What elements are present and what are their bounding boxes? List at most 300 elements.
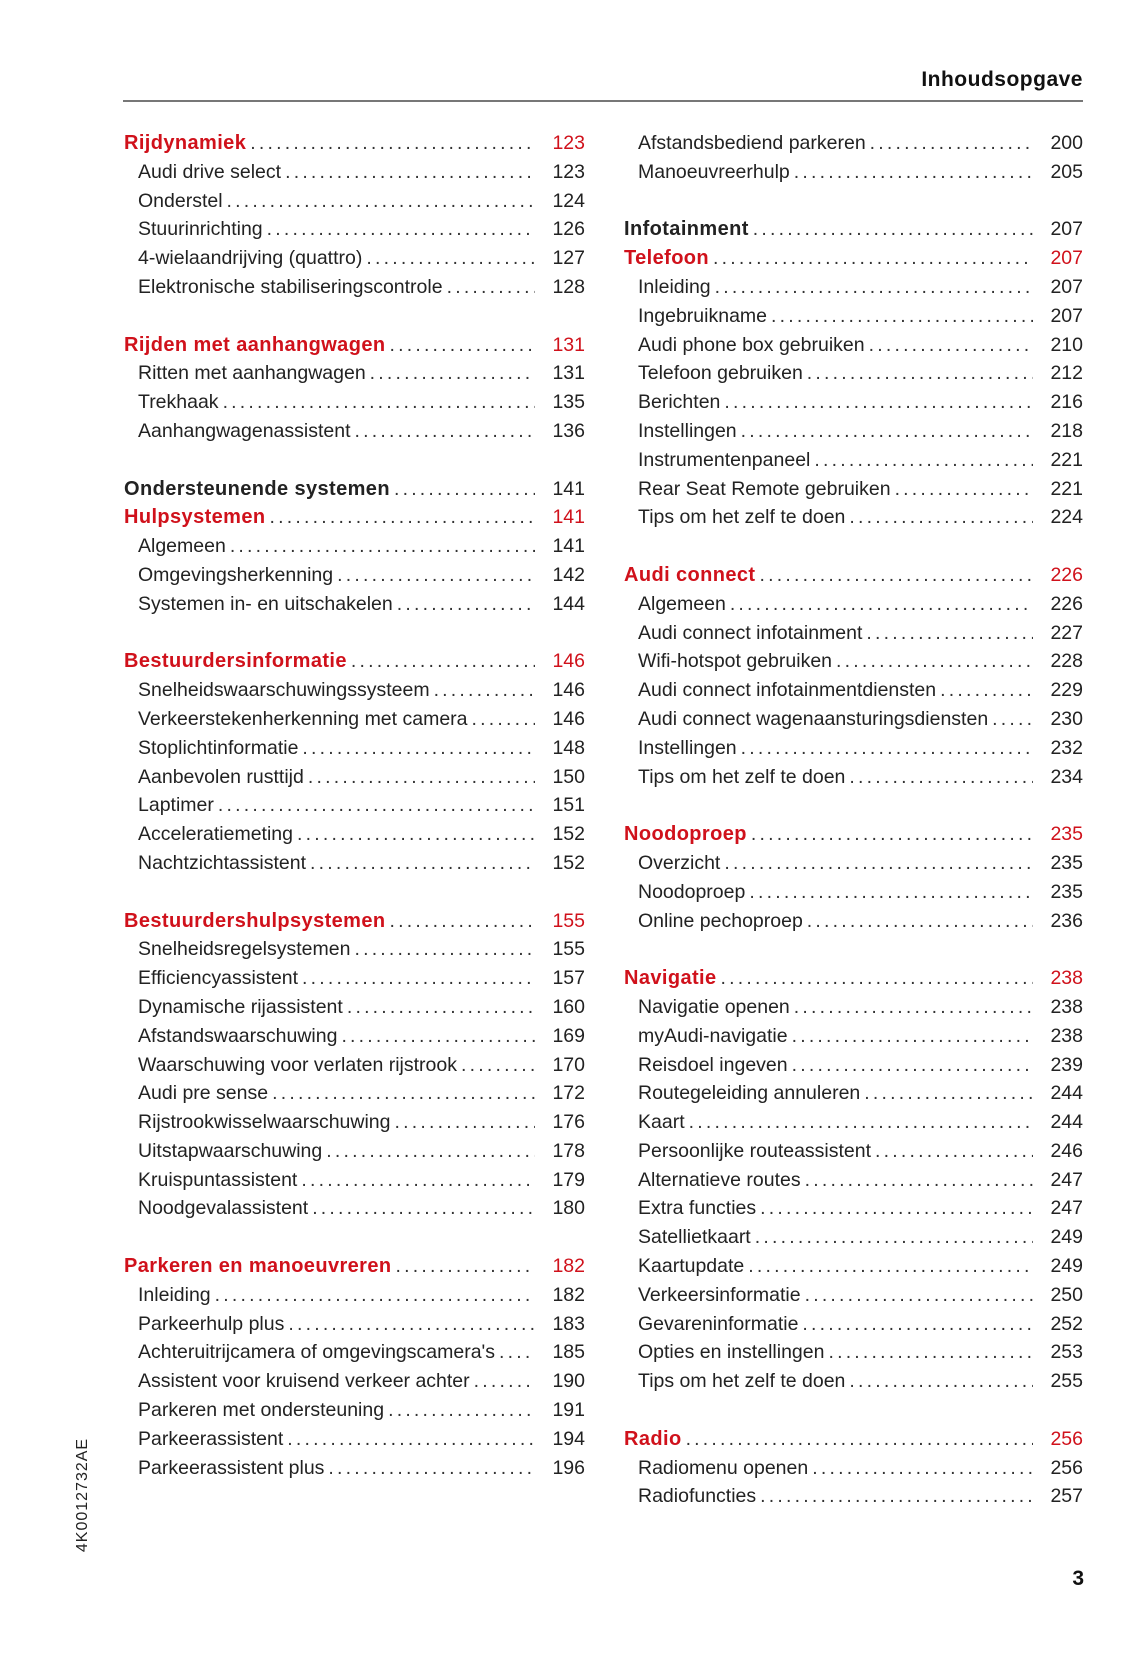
dot-leader <box>717 964 1033 993</box>
toc-entry-label: Verkeerstekenherkenning met camera <box>138 707 468 730</box>
toc-entry-page: 224 <box>1050 506 1083 529</box>
dot-leader <box>298 734 535 763</box>
toc-chapter-heading[interactable] <box>124 331 585 360</box>
toc-entry-page: 157 <box>552 967 585 990</box>
toc-entry-page: 234 <box>1050 765 1083 788</box>
toc-entry[interactable] <box>124 1194 585 1223</box>
toc-entry-page: 185 <box>552 1341 585 1364</box>
toc-entry-page: 151 <box>552 794 585 817</box>
toc-entry[interactable] <box>124 964 585 993</box>
toc-entry[interactable] <box>124 1454 585 1483</box>
section-gap <box>124 302 585 331</box>
toc-entry-page: 127 <box>552 247 585 270</box>
dot-leader <box>862 619 1033 648</box>
toc-entry[interactable] <box>624 878 1083 907</box>
toc-entry[interactable] <box>624 273 1083 302</box>
section-gap <box>124 1223 585 1252</box>
toc-entry[interactable] <box>624 1166 1083 1195</box>
toc-entry[interactable] <box>124 417 585 446</box>
dot-leader <box>223 187 535 216</box>
toc-entry-label: Omgevingsherkenning <box>138 563 334 586</box>
toc-entry-page: 255 <box>1050 1370 1083 1393</box>
dot-leader <box>685 1108 1033 1137</box>
toc-entry-page: 256 <box>1050 1427 1083 1450</box>
dot-leader <box>214 791 535 820</box>
toc-entry-page: 226 <box>1050 563 1083 586</box>
document-code: 4K0012732AE <box>74 1437 91 1553</box>
dot-leader <box>866 129 1033 158</box>
toc-entry-label: Audi connect <box>624 563 756 586</box>
toc-entry-page: 212 <box>1050 362 1083 385</box>
toc-entry[interactable] <box>124 532 585 561</box>
section-gap <box>124 446 585 475</box>
toc-entry-label: Opties en instellingen <box>638 1341 825 1364</box>
section-gap <box>624 532 1083 561</box>
toc-entry[interactable] <box>624 158 1083 187</box>
toc-entry-label: Radio <box>624 1427 682 1450</box>
toc-entry-page: 179 <box>552 1168 585 1191</box>
toc-entry-label: Tips om het zelf te doen <box>638 1370 846 1393</box>
toc-entry[interactable] <box>624 734 1083 763</box>
dot-leader <box>808 1454 1033 1483</box>
toc-entry-label: Audi connect infotainment <box>638 621 863 644</box>
toc-entry-label: Achteruitrijcamera of omgevingscamera's <box>138 1341 496 1364</box>
dot-leader <box>390 475 535 504</box>
toc-entry-label: Audi phone box gebruiken <box>638 333 865 356</box>
toc-entry-label: Satellietkaart <box>638 1226 751 1249</box>
toc-entry-label: Noodoproep <box>624 823 747 846</box>
toc-entry[interactable] <box>124 273 585 302</box>
toc-entry-label: Audi connect wagenaansturingsdiensten <box>638 707 989 730</box>
toc-entry[interactable] <box>124 244 585 273</box>
toc-entry-page: 235 <box>1050 823 1083 846</box>
toc-entry-page: 146 <box>552 650 585 673</box>
toc-entry-page: 146 <box>552 707 585 730</box>
dot-leader <box>343 993 535 1022</box>
toc-entry[interactable] <box>624 359 1083 388</box>
toc-entry[interactable] <box>624 1281 1083 1310</box>
toc-entry-page: 207 <box>1050 304 1083 327</box>
toc-entry[interactable] <box>124 388 585 417</box>
toc-entry-label: Rear Seat Remote gebruiken <box>638 477 891 500</box>
toc-entry[interactable] <box>124 935 585 964</box>
toc-entry[interactable] <box>124 1310 585 1339</box>
toc-entry-page: 169 <box>552 1024 585 1047</box>
toc-entry-label: Waarschuwing voor verlaten rijstrook <box>138 1053 457 1076</box>
toc-entry-page: 190 <box>552 1370 585 1393</box>
dot-leader <box>211 1281 535 1310</box>
toc-entry-label: Algemeen <box>138 535 226 558</box>
toc-entry[interactable] <box>624 993 1083 1022</box>
toc-entry[interactable] <box>124 1338 585 1367</box>
toc-entry-page: 221 <box>1050 448 1083 471</box>
dot-leader <box>324 1454 535 1483</box>
dot-leader <box>865 331 1033 360</box>
toc-entry-page: 148 <box>552 736 585 759</box>
toc-entry-label: Systemen in- en uitschakelen <box>138 592 393 615</box>
toc-entry[interactable] <box>624 1137 1083 1166</box>
section-gap <box>624 187 1083 216</box>
toc-entry-page: 246 <box>1050 1139 1083 1162</box>
toc-entry-label: Aanhangwagenassistent <box>138 419 351 442</box>
toc-entry-label: Berichten <box>638 391 721 414</box>
toc-entry-label: Instrumentenpaneel <box>638 448 811 471</box>
toc-chapter-heading[interactable] <box>124 129 585 158</box>
toc-entry-label: Tips om het zelf te doen <box>638 765 846 788</box>
toc-entry-label: Inleiding <box>138 1283 211 1306</box>
toc-chapter-heading[interactable] <box>124 907 585 936</box>
toc-entry-label: Audi drive select <box>138 160 282 183</box>
dot-leader <box>347 647 535 676</box>
toc-entry-page: 207 <box>1050 247 1083 270</box>
dot-leader <box>293 820 535 849</box>
dot-leader <box>298 964 535 993</box>
toc-entry-page: 238 <box>1050 995 1083 1018</box>
toc-entry-label: Parkeren en manoeuvreren <box>124 1255 392 1278</box>
toc-entry-page: 205 <box>1050 160 1083 183</box>
dot-leader <box>281 158 535 187</box>
toc-entry-page: 155 <box>552 909 585 932</box>
dot-leader <box>751 1223 1033 1252</box>
toc-entry-label: Infotainment <box>624 218 749 241</box>
dot-leader <box>386 907 536 936</box>
dot-leader <box>297 1166 535 1195</box>
toc-entry-label: Parkeerassistent plus <box>138 1456 325 1479</box>
toc-entry[interactable] <box>124 676 585 705</box>
toc-entry[interactable] <box>124 1022 585 1051</box>
toc-entry-label: Navigatie <box>624 967 717 990</box>
dot-leader <box>682 1425 1033 1454</box>
dot-leader <box>470 1367 535 1396</box>
toc-entry[interactable] <box>124 215 585 244</box>
toc-entry-page: 252 <box>1050 1312 1083 1335</box>
toc-entry-page: 124 <box>552 189 585 212</box>
toc-entry[interactable] <box>624 475 1083 504</box>
toc-entry[interactable] <box>124 1396 585 1425</box>
toc-part-heading[interactable] <box>124 475 585 504</box>
dot-leader <box>263 215 535 244</box>
toc-entry[interactable] <box>124 1051 585 1080</box>
toc-entry-page: 131 <box>552 362 585 385</box>
dot-leader <box>720 849 1033 878</box>
dot-leader <box>350 935 535 964</box>
toc-entry[interactable] <box>124 1367 585 1396</box>
toc-entry-label: Parkeerhulp plus <box>138 1312 285 1335</box>
toc-entry-label: Online pechoproep <box>638 909 803 932</box>
toc-entry-label: Assistent voor kruisend verkeer achter <box>138 1370 470 1393</box>
dot-leader <box>756 1482 1033 1511</box>
dot-leader <box>790 993 1033 1022</box>
toc-entry-page: 216 <box>1050 391 1083 414</box>
toc-entry-label: Inleiding <box>638 275 711 298</box>
dot-leader <box>393 590 535 619</box>
dot-leader <box>845 503 1033 532</box>
toc-entry-label: Nachtzichtassistent <box>138 851 306 874</box>
toc-chapter-heading[interactable] <box>124 1252 585 1281</box>
dot-leader <box>284 1310 535 1339</box>
toc-entry-page: 218 <box>1050 419 1083 442</box>
toc-entry-page: 150 <box>552 765 585 788</box>
toc-entry-page: 123 <box>552 132 585 154</box>
toc-entry-label: Tips om het zelf te doen <box>638 506 846 529</box>
toc-entry[interactable] <box>624 446 1083 475</box>
toc-entry-label: Rijden met aanhangwagen <box>124 333 386 356</box>
toc-entry-page: 141 <box>552 477 585 500</box>
toc-entry-page: 247 <box>1050 1197 1083 1220</box>
toc-entry[interactable] <box>124 1166 585 1195</box>
toc-entry[interactable] <box>124 359 585 388</box>
toc-entry-label: Rijstrookwisselwaarschuwing <box>138 1111 391 1134</box>
toc-entry[interactable] <box>624 302 1083 331</box>
dot-leader <box>430 676 535 705</box>
toc-entry[interactable] <box>624 849 1083 878</box>
dot-leader <box>468 705 535 734</box>
dot-leader <box>709 244 1033 273</box>
dot-leader <box>798 1310 1033 1339</box>
toc-entry-page: 180 <box>552 1197 585 1220</box>
toc-chapter-heading[interactable] <box>624 1425 1083 1454</box>
toc-entry-page: 235 <box>1050 851 1083 874</box>
toc-entry-page: 126 <box>552 218 585 241</box>
dot-leader <box>391 1108 535 1137</box>
toc-entry[interactable] <box>624 763 1083 792</box>
dot-leader <box>385 331 535 360</box>
toc-entry[interactable] <box>624 1194 1083 1223</box>
toc-entry-label: Routegeleiding annuleren <box>638 1082 861 1105</box>
toc-entry-page: 227 <box>1050 621 1083 644</box>
toc-chapter-heading[interactable] <box>124 647 585 676</box>
toc-entry-page: 229 <box>1050 679 1083 702</box>
toc-entry[interactable] <box>624 705 1083 734</box>
toc-entry[interactable] <box>624 417 1083 446</box>
toc-entry-page: 253 <box>1050 1341 1083 1364</box>
toc-chapter-heading[interactable] <box>624 964 1083 993</box>
toc-entry[interactable] <box>124 705 585 734</box>
toc-chapter-heading[interactable] <box>624 561 1083 590</box>
toc-entry[interactable] <box>124 187 585 216</box>
toc-entry-page: 170 <box>552 1053 585 1076</box>
toc-entry-label: Wifi-hotspot gebruiken <box>638 650 833 673</box>
section-gap <box>124 878 585 907</box>
toc-entry[interactable] <box>124 561 585 590</box>
toc-entry[interactable] <box>124 820 585 849</box>
toc-chapter-heading[interactable] <box>624 244 1083 273</box>
toc-entry-label: Instellingen <box>638 736 737 759</box>
toc-entry-label: Efficiencyassistent <box>138 967 299 990</box>
toc-entry-page: 152 <box>552 823 585 846</box>
toc-entry[interactable] <box>124 763 585 792</box>
toc-entry-page: 152 <box>552 851 585 874</box>
toc-entry-page: 226 <box>1050 592 1083 615</box>
toc-entry[interactable] <box>624 619 1083 648</box>
toc-entry[interactable] <box>124 590 585 619</box>
toc-entry-label: Onderstel <box>138 189 223 212</box>
toc-entry[interactable] <box>624 590 1083 619</box>
dot-leader <box>457 1051 535 1080</box>
dot-leader <box>283 1425 535 1454</box>
toc-entry[interactable] <box>124 1281 585 1310</box>
toc-entry[interactable] <box>624 1252 1083 1281</box>
toc-entry-page: 182 <box>552 1283 585 1306</box>
toc-entry-label: Uitstapwaarschuwing <box>138 1139 323 1162</box>
toc-entry[interactable] <box>124 158 585 187</box>
dot-leader <box>747 820 1033 849</box>
toc-entry-label: Kaart <box>638 1111 685 1134</box>
toc-entry-page: 144 <box>552 592 585 615</box>
toc-entry[interactable] <box>624 1454 1083 1483</box>
toc-entry-page: 247 <box>1050 1168 1083 1191</box>
dot-leader <box>845 1367 1033 1396</box>
toc-entry-label: Snelheidswaarschuwingssysteem <box>138 679 430 702</box>
page-title: Inhoudsopgave <box>921 68 1083 91</box>
toc-entry[interactable] <box>124 734 585 763</box>
toc-entry-page: 235 <box>1050 880 1083 903</box>
dot-leader <box>803 907 1033 936</box>
page-number: 3 <box>1072 1567 1084 1590</box>
toc-entry[interactable] <box>124 1108 585 1137</box>
toc-entry-label: Afstandsbediend parkeren <box>638 132 866 154</box>
toc-entry-label: Aanbevolen rusttijd <box>138 765 304 788</box>
toc-entry-label: Dynamische rijassistent <box>138 995 343 1018</box>
toc-entry[interactable] <box>124 993 585 1022</box>
dot-leader <box>711 273 1033 302</box>
toc-entry-label: Verkeersinformatie <box>638 1283 801 1306</box>
toc-entry-page: 196 <box>552 1456 585 1479</box>
toc-entry-page: 244 <box>1050 1082 1083 1105</box>
dot-leader <box>333 561 535 590</box>
toc-entry[interactable] <box>124 1425 585 1454</box>
toc-entry-page: 230 <box>1050 707 1083 730</box>
dot-leader <box>737 734 1033 763</box>
toc-entry-label: Noodoproep <box>638 880 746 903</box>
dot-leader <box>988 705 1033 734</box>
toc-entry-page: 207 <box>1050 218 1083 241</box>
dot-leader <box>845 763 1033 792</box>
toc-entry-page: 221 <box>1050 477 1083 500</box>
toc-entry-page: 232 <box>1050 736 1083 759</box>
toc-entry[interactable] <box>624 388 1083 417</box>
toc-entry-page: 238 <box>1050 967 1083 990</box>
toc-entry-label: Manoeuvreerhulp <box>638 160 790 183</box>
toc-entry-label: Telefoon <box>624 247 710 270</box>
dot-leader <box>755 561 1033 590</box>
toc-entry[interactable] <box>624 1338 1083 1367</box>
toc-entry-page: 228 <box>1050 650 1083 673</box>
dot-leader <box>366 359 535 388</box>
dot-leader <box>495 1338 535 1367</box>
toc-entry-page: 176 <box>552 1111 585 1134</box>
dot-leader <box>392 1252 535 1281</box>
dot-leader <box>337 1022 535 1051</box>
toc-entry-page: 256 <box>1050 1456 1083 1479</box>
toc-entry[interactable] <box>624 1022 1083 1051</box>
toc-entry-page: 142 <box>552 563 585 586</box>
toc-entry-label: Kruispuntassistent <box>138 1168 298 1191</box>
section-gap <box>624 1396 1083 1425</box>
toc-entry[interactable] <box>624 1223 1083 1252</box>
toc-entry-page: 200 <box>1050 132 1083 154</box>
toc-entry[interactable] <box>124 791 585 820</box>
toc-entry[interactable] <box>124 849 585 878</box>
dot-leader <box>788 1051 1033 1080</box>
section-gap <box>624 935 1083 964</box>
dot-leader <box>749 215 1033 244</box>
toc-part-heading[interactable] <box>624 215 1083 244</box>
dot-leader <box>936 676 1033 705</box>
dot-leader <box>756 1194 1033 1223</box>
dot-leader <box>268 1079 535 1108</box>
toc-entry-label: Audi pre sense <box>138 1082 269 1105</box>
dot-leader <box>745 878 1033 907</box>
dot-leader <box>810 446 1033 475</box>
toc-entry-label: Extra functies <box>638 1197 757 1220</box>
toc-entry-label: Bestuurdersinformatie <box>124 650 347 673</box>
toc-entry-page: 160 <box>552 995 585 1018</box>
toc-entry[interactable] <box>124 1079 585 1108</box>
toc-entry-label: Navigatie openen <box>638 995 790 1018</box>
toc-entry[interactable] <box>624 1051 1083 1080</box>
toc-entry-label: Stoplichtinformatie <box>138 736 299 759</box>
toc-entry[interactable] <box>624 1079 1083 1108</box>
toc-entry[interactable] <box>624 331 1083 360</box>
toc-entry-label: Radiomenu openen <box>638 1456 809 1479</box>
toc-entry-page: 136 <box>552 419 585 442</box>
toc-chapter-heading[interactable] <box>124 503 585 532</box>
dot-leader <box>443 273 535 302</box>
toc-entry[interactable] <box>624 647 1083 676</box>
toc-entry-page: 131 <box>552 333 585 356</box>
toc-entry[interactable] <box>124 1137 585 1166</box>
dot-leader <box>219 388 535 417</box>
toc-entry[interactable] <box>624 503 1083 532</box>
toc-entry-label: Trekhaak <box>138 391 219 414</box>
dot-leader <box>351 417 536 446</box>
dot-leader <box>308 1194 535 1223</box>
toc-entry-label: Bestuurdershulpsystemen <box>124 909 386 932</box>
toc-entry[interactable] <box>624 907 1083 936</box>
dot-leader <box>737 417 1033 446</box>
dot-leader <box>871 1137 1033 1166</box>
dot-leader <box>726 590 1033 619</box>
toc-entry[interactable] <box>624 1108 1083 1137</box>
toc-entry[interactable] <box>624 676 1083 705</box>
toc-entry-page: 207 <box>1050 275 1083 298</box>
toc-entry-page: 249 <box>1050 1226 1083 1249</box>
toc-entry-page: 257 <box>1050 1485 1083 1508</box>
toc-entry-page: 249 <box>1050 1255 1083 1278</box>
toc-entry[interactable] <box>624 1482 1083 1511</box>
toc-entry-label: Acceleratiemeting <box>138 823 293 846</box>
toc-entry[interactable] <box>624 129 1083 158</box>
toc-chapter-heading[interactable] <box>624 820 1083 849</box>
toc-entry-label: Overzicht <box>638 851 721 874</box>
toc-entry-page: 178 <box>552 1139 585 1162</box>
toc-entry-label: Rijdynamiek <box>124 132 247 154</box>
toc-entry-label: 4-wielaandrijving (quattro) <box>138 247 363 270</box>
dot-leader <box>246 129 535 158</box>
dot-leader <box>304 763 535 792</box>
toc-entry-label: myAudi-navigatie <box>638 1024 788 1047</box>
toc-entry-label: Ondersteunende systemen <box>124 477 390 500</box>
toc-entry[interactable] <box>624 1310 1083 1339</box>
toc-entry-label: Alternatieve routes <box>638 1168 801 1191</box>
toc-entry-label: Radiofuncties <box>638 1485 757 1508</box>
toc-entry-page: 250 <box>1050 1283 1083 1306</box>
header-divider <box>123 100 1083 102</box>
toc-entry[interactable] <box>624 1367 1083 1396</box>
toc-entry-label: Elektronische stabiliseringscontrole <box>138 275 443 298</box>
toc-entry-label: Stuurinrichting <box>138 218 263 241</box>
